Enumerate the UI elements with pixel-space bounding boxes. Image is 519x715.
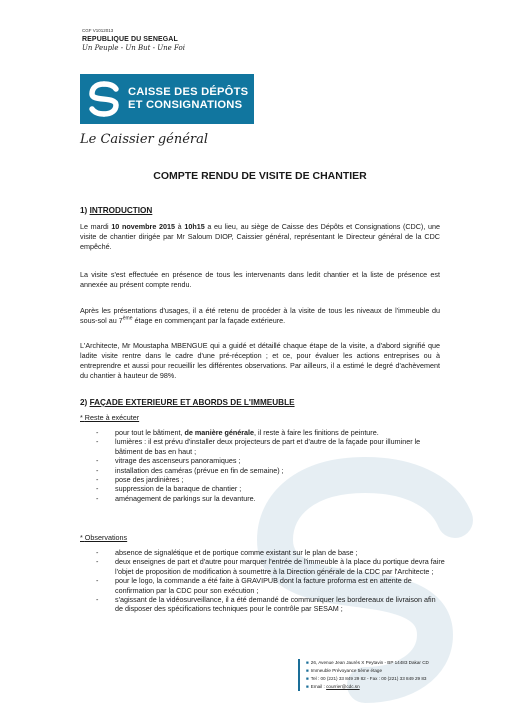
document-title: COMPTE RENDU DE VISITE DE CHANTIER: [153, 170, 367, 182]
intro-paragraph-3: Après les présentations d'usages, il a été retenu de procéder à la visite de tous les niveaux de l'immeuble du sous-sol au 7ème étage en commençant par la façade extérieure.: [80, 306, 440, 325]
section-number: 2): [80, 398, 88, 407]
list-item: - absence de signalétique et de portique comme existant sur le plan de base ;: [90, 548, 445, 557]
document-reference: CGF V1012013: [82, 28, 114, 33]
observations-heading: * Observations: [80, 533, 128, 542]
section-2-heading: [80, 398, 295, 407]
reste-heading: * Reste à exécuter: [80, 413, 140, 422]
observations-list: [90, 548, 445, 614]
republic-name: REPUBLIQUE DU SENEGAL: [82, 36, 178, 43]
square-bullet-icon: ■: [306, 676, 309, 681]
reste-list: [90, 428, 445, 503]
email-link[interactable]: courrier@cdc.sn: [326, 684, 360, 689]
footer-address-row: ■ 26, Avenue Jean Jaurès X Peytavin - BP 14483 Dakar CD: [306, 660, 429, 665]
section-title: INTRODUCTION: [89, 206, 153, 215]
list-item: - vitrage des ascenseurs panoramiques ;: [90, 456, 445, 465]
list-item: - pose des jardinières ;: [90, 475, 445, 484]
intro-paragraph-4: L'Architecte, Mr Moustapha MBENGUE qui a guidé et détaillé chaque étape de la visite, a d'abord signifié que ladite visite rentre dans le cadre d'une pré-réception ; et ce, pour évaluer les actions entreprises ou à entreprendre et aussi pour recueillir les différentes observations. Par ailleurs, il a estimé le degré d'achèvement du chantier à hauteur de 98%.: [80, 341, 440, 380]
cdc-logo-icon: [86, 80, 122, 118]
logo-text-line1: CAISSE DES DÉPÔTS: [128, 86, 249, 98]
list-item: - pour tout le bâtiment, de manière générale, il reste à faire les finitions de peinture.: [90, 428, 445, 437]
visit-date: 10 novembre 2015: [111, 222, 175, 231]
footer-email-row: ■ Email : courrier@cdc.sn: [306, 684, 360, 689]
national-motto: Un Peuple - Un But - Une Foi: [82, 44, 185, 52]
list-item: - suppression de la baraque de chantier ;: [90, 484, 445, 493]
square-bullet-icon: ■: [306, 668, 309, 673]
section-1-heading: [80, 206, 152, 215]
footer-building-row: ■ Immeuble Prévoyance 5ème étage: [306, 668, 383, 673]
office-signature: Le Caissier général: [80, 132, 209, 147]
footer-phone-row: ■ Tel : 00 (221) 33 849 29 82 - Fax : 00 (221) 33 849 29 83: [306, 676, 427, 681]
intro-paragraph-2: La visite s'est effectuée en présence de tous les intervenants dans ledit chantier et la liste de présence est annexée au présent compte rendu.: [80, 270, 440, 289]
list-item: - aménagement de parkings sur la devanture.: [90, 494, 445, 503]
list-item: - installation des caméras (prévue en fin de semaine) ;: [90, 466, 445, 475]
square-bullet-icon: ■: [306, 660, 309, 665]
list-item: - deux enseignes de part et d'autre pour marquer l'entrée de l'immeuble à la place du portique devra faire l'objet de proposition de modification à soumettre à la Direction générale de la CDC par l'Architecte ;: [90, 557, 445, 576]
logo-text-line2: ET CONSIGNATIONS: [128, 99, 243, 111]
list-item: - s'agissant de la vidéosurveillance, il a été demandé de communiquer les bordereaux de livraison afin de disposer des spécifications techniques pour le contrôle par SESAM ;: [90, 595, 445, 614]
list-item: - pour le logo, la commande a été faite à GRAVIPUB dont la facture proforma est en attente de confirmation par la CDC pour son exécution ;: [90, 576, 445, 595]
section-number: 1): [80, 206, 88, 215]
square-bullet-icon: ■: [306, 684, 309, 689]
list-item: - lumières : il est prévu d'installer deux projecteurs de part et d'autre de la façade pour illuminer le bâtiment de bas en haut ;: [90, 437, 445, 456]
visit-time: 10h15: [184, 222, 205, 231]
contact-footer: [298, 659, 476, 691]
section-title: FAÇADE EXTERIEURE ET ABORDS DE L'IMMEUBLE: [89, 398, 295, 407]
cdc-logo: [80, 74, 254, 124]
intro-paragraph-1: Le mardi 10 novembre 2015 à 10h15 a eu lieu, au siège de Caisse des Dépôts et Consignations (CDC), une visite de chantier dirigée par Mr Saloum DIOP, Caissier général, représentant le Directeur général de la CDC empêché.: [80, 222, 440, 251]
